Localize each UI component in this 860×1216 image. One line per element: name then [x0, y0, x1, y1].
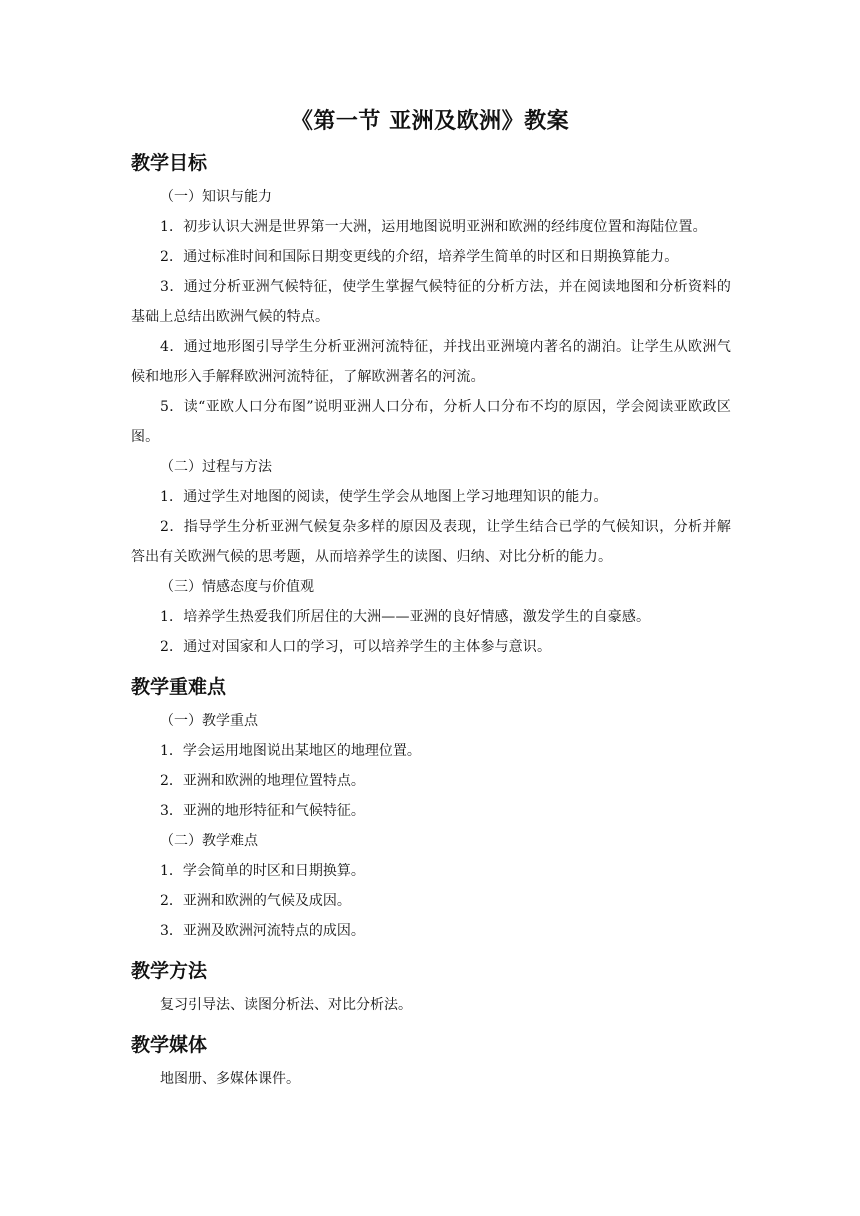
section-heading-objectives: 教学目标: [131, 152, 208, 174]
objective-item: 2．指导学生分析亚洲气候复杂多样的原因及表现，让学生结合已学的气候知识，分析并解答出有关欧洲气候的思考题，从而培养学生的读图、归纳、对比分析的能力。: [131, 519, 731, 565]
key-point-item: 2．亚洲和欧洲的地理位置特点。: [160, 773, 365, 789]
document-title: 《第一节 亚洲及欧洲》教案: [290, 108, 570, 134]
key-point-item: 3．亚洲的地形特征和气候特征。: [160, 803, 365, 819]
objective-item: 2．通过标准时间和国际日期变更线的介绍，培养学生简单的时区和日期换算能力。: [160, 249, 679, 265]
objective-item: 1．初步认识大洲是世界第一大洲，运用地图说明亚洲和欧洲的经纬度位置和海陆位置。: [160, 219, 707, 235]
section-heading-media: 教学媒体: [131, 1034, 208, 1056]
objective-item: 1．通过学生对地图的阅读，使学生学会从地图上学习地理知识的能力。: [160, 489, 608, 505]
objective-item: 2．通过对国家和人口的学习，可以培养学生的主体参与意识。: [160, 639, 552, 655]
objective-item: 4．通过地形图引导学生分析亚洲河流特征，并找出亚洲境内著名的湖泊。让学生从欧洲气候和地形入手解释欧洲河流特征，了解欧洲著名的河流。: [131, 339, 731, 385]
subsection-label: （三）情感态度与价值观: [160, 579, 314, 595]
difficulty-item: 2．亚洲和欧洲的气候及成因。: [160, 893, 351, 909]
difficulty-item: 3．亚洲及欧洲河流特点的成因。: [160, 923, 365, 939]
media-text: 地图册、多媒体课件。: [160, 1071, 300, 1087]
subsection-label: （一）教学重点: [160, 713, 258, 729]
key-point-item: 1．学会运用地图说出某地区的地理位置。: [160, 743, 421, 759]
section-heading-key-points: 教学重难点: [131, 676, 227, 698]
section-heading-methods: 教学方法: [131, 960, 208, 982]
methods-text: 复习引导法、读图分析法、对比分析法。: [160, 997, 412, 1013]
difficulty-item: 1．学会简单的时区和日期换算。: [160, 863, 365, 879]
objective-item: 1．培养学生热爱我们所居住的大洲——亚洲的良好情感，激发学生的自豪感。: [160, 609, 651, 625]
subsection-label: （一）知识与能力: [160, 189, 272, 205]
subsection-label: （二）教学难点: [160, 833, 258, 849]
objective-item: 3．通过分析亚洲气候特征，使学生掌握气候特征的分析方法，并在阅读地图和分析资料的基础上总结出欧洲气候的特点。: [131, 279, 731, 325]
subsection-label: （二）过程与方法: [160, 459, 272, 475]
objective-item: 5．读“亚欧人口分布图”说明亚洲人口分布，分析人口分布不均的原因，学会阅读亚欧政区图。: [131, 399, 731, 445]
